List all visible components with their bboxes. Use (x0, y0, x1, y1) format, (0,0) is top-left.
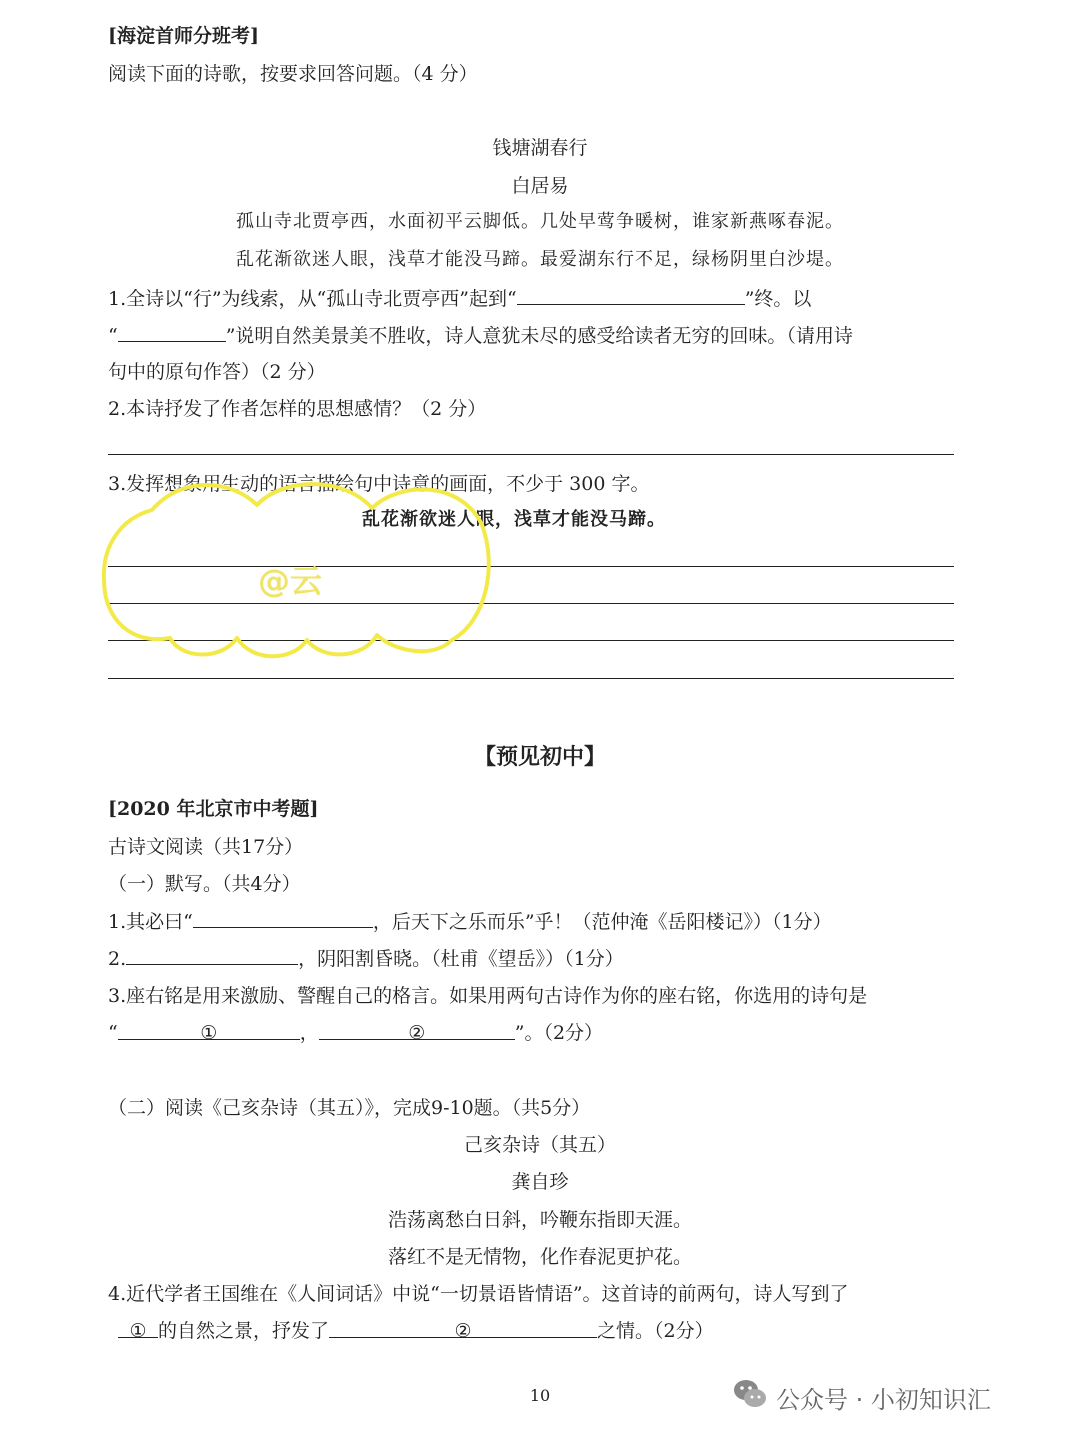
poem-title: 钱塘湖春行 (492, 137, 588, 159)
question-4: 4.近代学者王国维在《人间词话》中说“一切景语皆情语”。这首诗的前两句，诗人写到了 (108, 1283, 849, 1305)
poem-line-2: 乱花渐欲迷人眼，浅草才能没马蹄。最爱湖东行不足，绿杨阴里白沙堤。 (236, 249, 844, 270)
question-3-answer-row (108, 1021, 603, 1045)
question-1-text-a: 1.全诗以“行”为线索，从“孤山寺北贾亭西”起到“ (108, 288, 517, 310)
exam-source-tag: [2020 年北京市中考题] (108, 798, 319, 820)
section-heading: 【预见初中】 (473, 744, 606, 770)
answer-blank-1[interactable] (118, 1021, 300, 1044)
question-2-prefix: 2. (108, 948, 127, 970)
poem-author: 龚自珍 (511, 1171, 569, 1193)
question-1-prefix: 1.其必曰“ (108, 911, 193, 933)
poem-title: 己亥杂诗（其五） (463, 1134, 616, 1156)
question-3-verse: 乱花渐欲迷人眼，浅草才能没马蹄。 (362, 509, 666, 530)
answer-blank[interactable] (126, 946, 298, 965)
question-1-text-c: “ (108, 325, 118, 347)
circle-1-marker: ① (129, 1320, 147, 1342)
question-1-suffix: ，后天下之乐而乐”乎！（范仲淹《岳阳楼记》）（1分） (372, 911, 832, 933)
poem-line-1: 浩荡离愁白日斜，吟鞭东指即天涯。 (387, 1209, 692, 1231)
question-1-line-3: 句中的原句作答）（2 分） (108, 361, 326, 383)
answer-blank-1[interactable] (118, 1319, 158, 1342)
question-4-mid: 的自然之景，抒发了 (158, 1320, 330, 1342)
circle-1-marker: ① (200, 1022, 218, 1044)
question-2-suffix: ，阴阳割昏晓。（杜甫《望岳》）（1分） (298, 948, 624, 970)
comma: ， (299, 1022, 319, 1044)
question-1-line-2 (108, 323, 853, 348)
part-1-title: （一）默写。（共4分） (108, 873, 301, 895)
answer-blank[interactable] (193, 909, 373, 928)
question-1-text-b: ”终。以 (744, 288, 812, 310)
question-4-answer-row (118, 1319, 714, 1343)
watermark: @云 (258, 562, 323, 600)
question-3: 3.座右铭是用来激励、警醒自己的格言。如果用两句古诗作为你的座右铭，你选用的诗句是 (108, 985, 868, 1007)
answer-blank-2[interactable] (319, 1021, 515, 1044)
answer-blank-2[interactable] (329, 1319, 597, 1342)
part-2-title: （二）阅读《己亥杂诗（其五）》，完成9-10题。（共5分） (108, 1097, 591, 1119)
answer-blank-2[interactable] (118, 323, 226, 342)
brand-label: 公众号 · 小初知识汇 (776, 1386, 991, 1414)
question-1 (108, 909, 832, 934)
page-number: 10 (529, 1386, 551, 1405)
circle-2-marker: ② (454, 1320, 472, 1342)
answer-blank-1[interactable] (517, 286, 745, 305)
open-quote: “ (108, 1022, 118, 1044)
circle-2-marker: ② (408, 1022, 426, 1044)
answer-line[interactable] (108, 454, 954, 455)
question-1-text-d: ”说明自然美景美不胜收，诗人意犹未尽的感受给读者无穷的回味。（请用诗 (225, 325, 853, 347)
section-intro: 古诗文阅读（共17分） (108, 836, 304, 858)
poem-line-2: 落红不是无情物，化作春泥更护花。 (387, 1246, 692, 1268)
wechat-icon (732, 1376, 768, 1412)
question-1-line-1 (108, 286, 811, 311)
answer-line[interactable] (108, 678, 954, 679)
exam-source-tag: [海淀首师分班考] (108, 25, 259, 47)
question-2: 2.本诗抒发了作者怎样的思想感情？（2 分） (108, 398, 487, 420)
question-4-end: 之情。（2分） (597, 1320, 714, 1342)
reading-instruction: 阅读下面的诗歌，按要求回答问题。（4 分） (108, 63, 478, 85)
poem-author: 白居易 (511, 175, 569, 197)
close-quote: ”。（2分） (514, 1022, 604, 1044)
question-2 (108, 946, 624, 971)
question-3: 3.发挥想象用生动的语言描绘句中诗意的画面，不少于 300 字。 (108, 473, 650, 495)
poem-line-1: 孤山寺北贾亭西，水面初平云脚低。几处早莺争暖树，谁家新燕啄春泥。 (236, 211, 844, 232)
